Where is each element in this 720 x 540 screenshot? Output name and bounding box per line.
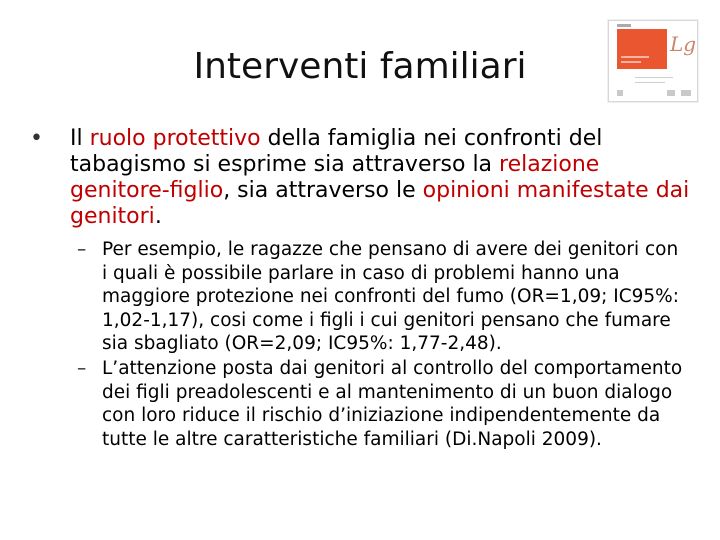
- highlight-relazione: relazione genitore-figlio: [70, 152, 600, 203]
- bullet-text-part: della famiglia nei confronti del tabagismo si esprime sia attraverso la: [70, 126, 603, 177]
- sub-bullet-text: L’attenzione posta dai genitori al controllo del comportamento dei figli preadolescenti e al mantenimento di un buon dialogo con loro riduce il rischio d’iniziazione indipendentemente da tutte le altre caratteristiche familiari (Di.Napoli 2009).: [102, 358, 683, 450]
- document-cover-thumbnail: Lg: [608, 20, 698, 102]
- highlight-opinioni: opinioni manifestate dai genitori: [70, 178, 690, 229]
- bullet-text-part: , sia attraverso le: [223, 178, 423, 203]
- bullet-text-part: .: [154, 204, 162, 229]
- highlight-ruolo-protettivo: ruolo protettivo: [89, 126, 261, 151]
- sub-bullet-marker: –: [77, 358, 87, 379]
- sub-bullet-marker: –: [77, 239, 87, 260]
- bullet-text-part: Il: [70, 126, 90, 151]
- main-bullet-text: [70, 126, 690, 230]
- slide-title: Interventi familiari: [193, 46, 527, 87]
- bullet-marker: •: [30, 126, 43, 151]
- sub-bullet-text: Per esempio, le ragazze che pensano di avere dei genitori con i quali è possibile parlare in caso di problemi hanno una maggiore protezione nei confronti del fumo (OR=1,09; IC95%: 1,02-1,17), cosi come i figli i cui genitori pensano che fumare sia sbagliato (OR=2,09; IC95%: 1,77-2,48).: [102, 239, 679, 354]
